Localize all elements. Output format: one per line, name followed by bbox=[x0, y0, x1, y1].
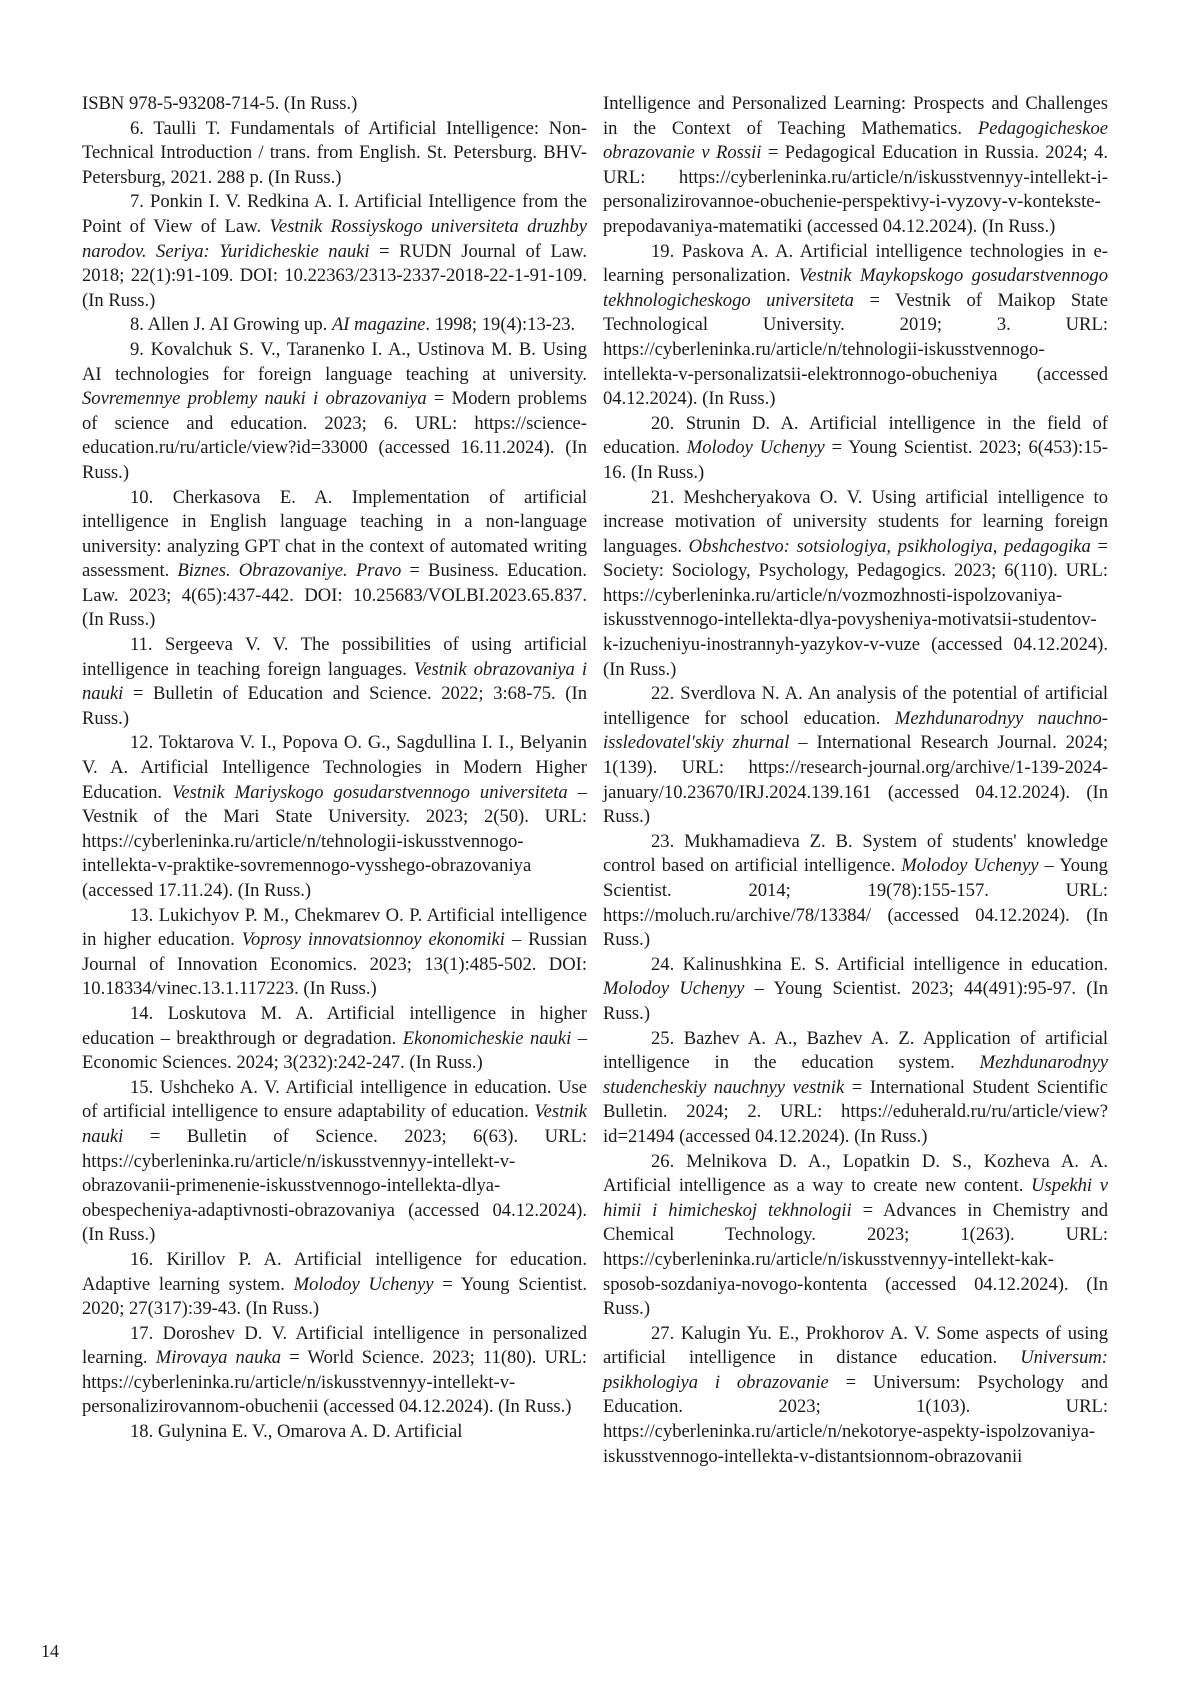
reference-text: 12. Toktarova V. I., Popova O. G., Sagdullina I. I., Belyanin V. A. Artificial Intelligence Technologies in Modern Higher Education. bbox=[82, 732, 587, 803]
reference-text: 24. Kalinushkina E. S. Artificial intelligence in education. bbox=[651, 953, 1108, 975]
journal-title: Vestnik obrazovaniya i nauki bbox=[82, 658, 587, 705]
reference-details: = Young Scientist. 2020; 27(317):39-43. (In Russ.) bbox=[82, 1273, 588, 1320]
reference-entry bbox=[82, 904, 587, 1002]
reference-text: Intelligence and Personalized Learning: Prospects and Challenges in the Context of Teaching Mathematics. bbox=[603, 93, 1108, 139]
journal-title: Obshchestvo: sotsiologiya, psikhologiya, pedagogika bbox=[688, 535, 1091, 557]
journal-title: Sovremennye problemy nauki i obrazovaniya bbox=[82, 388, 427, 410]
reference-details: – Young Scientist. 2014; 19(78):155-157. URL: https://moluch.ru/archive/78/13384/ (accessed 04.12.2024). (In Russ.) bbox=[603, 855, 1108, 951]
journal-title: Voprosy innovatsionnoy ekonomiki bbox=[241, 929, 505, 951]
journal-title: Mezhdunarodnyy studencheskiy nauchnyy vestnik bbox=[603, 1052, 1108, 1098]
reference-details: = Young Scientist. 2023; 6(453):15-16. (In Russ.) bbox=[603, 437, 1108, 483]
reference-text: 21. Meshcheryakova O. V. Using artificial intelligence to increase motivation of university students for learning foreign languages. bbox=[603, 486, 1108, 557]
page-number: 14 bbox=[41, 1641, 59, 1661]
journal-title: Molodoy Uchenyy bbox=[901, 855, 1039, 877]
reference-details: = Universum: Psychology and Education. 2023; 1(103). URL: https://cyberleninka.ru/article/n/nekotorye-aspekty-ispolzovaniya-iskusstvennogo-intellekta-v-distantsionnom-obrazovanii bbox=[603, 1371, 1108, 1467]
journal-title: AI magazine bbox=[331, 314, 426, 336]
reference-details: = RUDN Journal of Law. 2018; 22(1):91-109. DOI: 10.22363/2313-2337-2018-22-1-91-109. (In Russ.) bbox=[82, 240, 587, 311]
reference-text: 23. Mukhamadieva Z. B. System of students' knowledge control based on artificial intelligence. bbox=[603, 830, 1108, 877]
journal-title: Pedagogicheskoe obrazovanie v Rossii bbox=[603, 117, 1108, 164]
reference-details: = Vestnik of Maikop State Technological University. 2019; 3. URL: https://cyberleninka.ru/article/n/tehnologii-iskusstvennogo-intellekta-v-personalizatsii-elektronnogo-obucheniya (accessed 04.12.2024). (In Russ.) bbox=[603, 289, 1109, 410]
reference-details: = Society: Sociology, Psychology, Pedagogics. 2023; 6(110). URL: https://cyberleninka.ru/article/n/vozmozhnosti-ispolzovaniya-iskusstvennogo-intellekta-dlya-povysheniya-motivatsii-studentov-k-izucheniyu-inostrannyh-yazykov-v-vuze (accessed 04.12.2024). (In Russ.) bbox=[603, 535, 1108, 680]
reference-text: 25. Bazhev A. A., Bazhev A. Z. Application of artificial intelligence in the education system. bbox=[603, 1027, 1108, 1074]
reference-text: 7. Ponkin I. V. Redkina A. I. Artificial Intelligence from the Point of View of Law. bbox=[82, 191, 587, 237]
journal-title: Mezhdunarodnyy nauchno-issledovatel'skiy zhurnal bbox=[603, 707, 1109, 754]
reference-entry bbox=[82, 92, 587, 117]
reference-details: . 1998; 19(4):13-23. bbox=[425, 314, 576, 336]
reference-entry bbox=[82, 731, 587, 903]
reference-text: 27. Kalugin Yu. E., Prokhorov A. V. Some aspects of using artificial intelligence in distance education. bbox=[603, 1322, 1108, 1369]
reference-text: 8. Allen J. AI Growing up. bbox=[130, 314, 332, 336]
reference-text: 17. Doroshev D. V. Artificial intelligence in personalized learning. bbox=[82, 1322, 587, 1369]
journal-title: Biznes. Obrazovaniye. Pravo bbox=[177, 560, 402, 582]
reference-column-left bbox=[82, 92, 587, 1445]
reference-entry bbox=[82, 1420, 587, 1445]
reference-entry bbox=[82, 313, 587, 338]
reference-text: ISBN 978-5-93208-714-5. (In Russ.) bbox=[82, 93, 358, 114]
reference-text: 9. Kovalchuk S. V., Taranenko I. A., Ustinova M. B. Using AI technologies for foreign language teaching at university. bbox=[82, 338, 587, 385]
reference-text: 13. Lukichyov P. M., Chekmarev O. P. Artificial intelligence in higher education. bbox=[82, 904, 587, 951]
reference-text: 18. Gulynina E. V., Omarova A. D. Artificial bbox=[130, 1421, 463, 1443]
journal-title: Molodoy Uchenyy bbox=[293, 1273, 434, 1295]
journal-title: Vestnik nauki bbox=[82, 1101, 587, 1147]
reference-text: 10. Cherkasova E. A. Implementation of artificial intelligence in English language teaching in a non-language university: analyzing GPT chat in the context of automated writing assessment. bbox=[82, 486, 587, 582]
reference-entry bbox=[603, 1322, 1108, 1470]
reference-entry bbox=[82, 1076, 587, 1248]
journal-title: Universum: psikhologiya i obrazovanie bbox=[603, 1347, 1108, 1393]
reference-text: 6. Taulli T. Fundamentals of Artificial Intelligence: Non-Technical Introduction / trans. from English. St. Petersburg. BHV-Petersburg, 2021. 288 p. (In Russ.) bbox=[82, 117, 587, 188]
reference-text: 26. Melnikova D. A., Lopatkin D. S., Kozheva A. A. Artificial intelligence as a way to create new content. bbox=[603, 1150, 1108, 1197]
reference-entry bbox=[603, 830, 1108, 953]
journal-title: Ekonomicheskie nauki bbox=[402, 1027, 572, 1049]
reference-text: 16. Kirillov P. A. Artificial intelligence for education. Adaptive learning system. bbox=[82, 1248, 587, 1295]
reference-column-right bbox=[603, 92, 1108, 1469]
reference-entry bbox=[82, 1248, 587, 1322]
reference-entry bbox=[82, 117, 587, 191]
reference-entry bbox=[603, 486, 1108, 683]
reference-details: = Pedagogical Education in Russia. 2024; 4. URL: https://cyberleninka.ru/article/n/iskusstvennyy-intellekt-i-personalizirovannoe-obuchenie-perspektivy-i-vyzovy-v-kontekste-prepodavaniya-matematiki (accessed 04.12.2024). (In Russ.) bbox=[603, 142, 1109, 237]
reference-details: = International Student Scientific Bulletin. 2024; 2. URL: https://eduherald.ru/ru/article/view?id=21494 (accessed 04.12.2024). (In Russ.) bbox=[603, 1076, 1108, 1147]
reference-details: = Modern problems of science and education. 2023; 6. URL: https://science-education.ru/ru/article/view?id=33000 (accessed 16.11.2024). (In Russ.) bbox=[82, 388, 587, 483]
reference-details: – Economic Sciences. 2024; 3(232):242-247. (In Russ.) bbox=[82, 1027, 588, 1074]
reference-text: 15. Ushcheko A. V. Artificial intelligence in education. Use of artificial intelligence to ensure adaptability of education. bbox=[82, 1076, 587, 1123]
reference-entry bbox=[82, 633, 587, 731]
journal-title: Molodoy Uchenyy bbox=[603, 978, 745, 1000]
reference-text: 14. Loskutova M. A. Artificial intelligence in higher education – breakthrough or degradation. bbox=[82, 1002, 587, 1049]
reference-details: = Advances in Chemistry and Chemical Technology. 2023; 1(263). URL: https://cyberleninka.ru/article/n/iskusstvennyy-intellekt-kak-sposob-sozdaniya-novogo-kontenta (accessed 04.12.2024). (In Russ.) bbox=[603, 1199, 1108, 1320]
reference-entry bbox=[603, 1027, 1108, 1150]
reference-entry bbox=[82, 1322, 587, 1420]
reference-text: 22. Sverdlova N. A. An analysis of the potential of artificial intelligence for school education. bbox=[603, 683, 1108, 729]
reference-entry bbox=[82, 486, 587, 634]
reference-details: – Vestnik of the Mari State University. 2023; 2(50). URL: https://cyberleninka.ru/article/n/tehnologii-iskusstvennogo-intellekta-v-praktike-sovremennogo-vysshego-obrazovaniya (accessed 17.11.24). (In Russ.) bbox=[82, 781, 587, 901]
journal-title: Vestnik Mariyskogo gosudarstvennogo universiteta bbox=[172, 781, 568, 803]
reference-entry bbox=[603, 953, 1108, 1027]
reference-details: = World Science. 2023; 11(80). URL: https://cyberleninka.ru/article/n/iskusstvennyy-intellekt-v-personalizirovannom-obuchenii (accessed 04.12.2024). (In Russ.) bbox=[82, 1347, 587, 1418]
reference-entry bbox=[603, 240, 1108, 412]
journal-title: Vestnik Rossiyskogo universiteta druzhby narodov. Seriya: Yuridicheskie nauki bbox=[82, 215, 588, 262]
reference-text: 20. Strunin D. A. Artificial intelligence in the field of education. bbox=[603, 412, 1108, 459]
reference-details: = Bulletin of Education and Science. 2022; 3:68-75. (In Russ.) bbox=[82, 683, 587, 729]
reference-entry bbox=[82, 1002, 587, 1076]
reference-text: 11. Sergeeva V. V. The possibilities of using artificial intelligence in teaching foreign languages. bbox=[82, 634, 587, 680]
reference-entry bbox=[603, 1150, 1108, 1322]
reference-entry bbox=[603, 412, 1108, 486]
reference-entry bbox=[603, 682, 1108, 830]
journal-title: Molodoy Uchenyy bbox=[686, 437, 825, 459]
reference-entry bbox=[82, 338, 587, 486]
journal-title: Uspekhi v himii i himicheskoj tekhnologii bbox=[603, 1175, 1108, 1221]
reference-details: – International Research Journal. 2024; 1(139). URL: https://research-journal.org/archive/1-139-2024-january/10.23670/IRJ.2024.139.161 (accessed 04.12.2024). (In Russ.) bbox=[603, 732, 1108, 828]
reference-details: = Business. Education. Law. 2023; 4(65):437-442. DOI: 10.25683/VOLBI.2023.65.837. (In Russ.) bbox=[82, 560, 587, 631]
reference-details: – Young Scientist. 2023; 44(491):95-97. (In Russ.) bbox=[603, 978, 1108, 1024]
reference-text: 19. Paskova A. A. Artificial intelligence technologies in e-learning personalization. bbox=[603, 240, 1108, 287]
reference-details: = Bulletin of Science. 2023; 6(63). URL: https://cyberleninka.ru/article/n/iskusstvennyy-intellekt-v-obrazovanii-primenenie-iskusstvennogo-intellekta-dlya-obespecheniya-adaptivnosti-obrazovaniya (accessed 04.12.2024). (In Russ.) bbox=[82, 1125, 587, 1246]
journal-title: Mirovaya nauka bbox=[155, 1347, 281, 1369]
reference-entry bbox=[82, 190, 587, 313]
reference-details: – Russian Journal of Innovation Economics. 2023; 13(1):485-502. DOI: 10.18334/vinec.13.1.117223. (In Russ.) bbox=[82, 929, 587, 1000]
journal-title: Vestnik Maykopskogo gosudarstvennogo tekhnologicheskogo universiteta bbox=[603, 265, 1108, 311]
reference-entry bbox=[603, 92, 1108, 240]
